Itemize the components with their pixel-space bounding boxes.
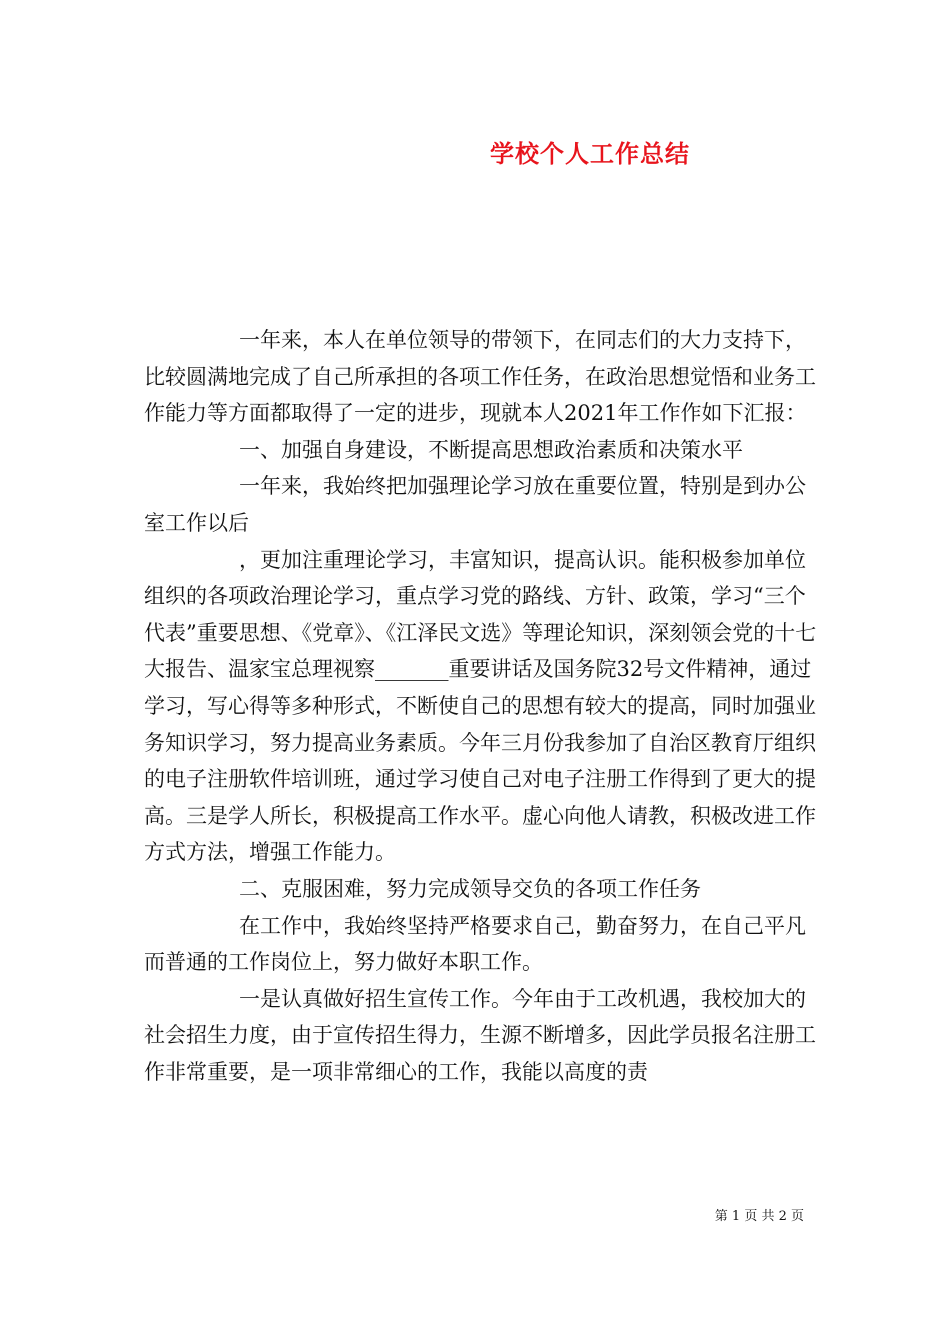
document-body bbox=[144, 322, 824, 1090]
section-heading-1: 一、加强自身建设，不断提高思想政治素质和决策水平 bbox=[239, 437, 743, 462]
page-number-footer: 第 1 页 共 2 页 bbox=[714, 1209, 804, 1224]
paragraph-study-continued: ，更加注重理论学习，丰富知识，提高认识。能积极参加单位组织的各项政治理论学习，重点学习党的路线、方针、政策，学习“三个代表”重要思想、《党章》、《江泽民文选》等理论知识，深刻领会党的十七大报告、温家宝总理视察_______重要讲话及国务院32号文件精神，通过学习，写心得等多种形式，不断使自己的思想有较大的提高，同时加强业务知识学习，努力提高业务素质。今年三月份我参加了自治区教育厅组织的电子注册软件培训班，通过学习使自己对电子注册工作得到了更大的提高。三是学人所长，积极提高工作水平。虚心向他人请教，积极改进工作方式方法，增强工作能力。 bbox=[144, 547, 817, 865]
document-title: 学校个人工作总结 bbox=[490, 139, 690, 168]
section-heading-2: 二、克服困难，努力完成领导交负的各项工作任务 bbox=[239, 876, 701, 901]
document-title-container bbox=[0, 134, 950, 169]
paragraph-enrollment: 一是认真做好招生宣传工作。今年由于工改机遇，我校加大的社会招生力度，由于宣传招生得力，生源不断增多，因此学员报名注册工作非常重要，是一项非常细心的工作，我能以高度的责 bbox=[144, 986, 816, 1084]
paragraph-work: 在工作中，我始终坚持严格要求自己，勤奋努力，在自己平凡而普通的工作岗位上，努力做好本职工作。 bbox=[144, 913, 806, 975]
paragraph-intro: 一年来，本人在单位领导的带领下，在同志们的大力支持下，比较圆满地完成了自己所承担的各项工作任务，在政治思想觉悟和业务工作能力等方面都取得了一定的进步，现就本人2021年工作作如下汇报： bbox=[144, 328, 816, 426]
paragraph-study: 一年来，我始终把加强理论学习放在重要位置，特别是到办公室工作以后 bbox=[144, 474, 806, 535]
